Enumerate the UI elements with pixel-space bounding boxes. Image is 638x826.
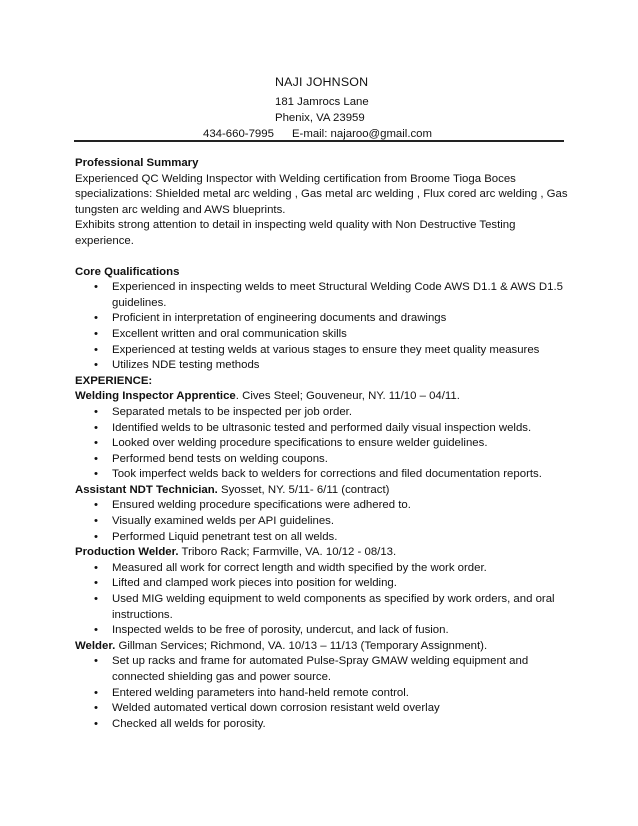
summary-heading: Professional Summary: [75, 157, 199, 169]
bullet-icon: •: [94, 624, 98, 637]
list-item: • Measured all work for correct length and width specified by the work order.: [75, 561, 569, 577]
list-item: • Identified welds to be ultrasonic tested and performed daily visual inspection welds.: [75, 421, 569, 437]
bullet-icon: •: [94, 405, 98, 418]
job-details: . Cives Steel; Gouveneur, NY. 11/10 – 04/11.: [235, 390, 460, 403]
bullet-icon: •: [94, 359, 98, 372]
bullet-icon: •: [94, 312, 98, 325]
bullet-icon: •: [94, 530, 98, 543]
list-item: • Welded automated vertical down corrosion resistant weld overlay: [75, 701, 569, 717]
job-title: Assistant NDT Technician.: [75, 483, 218, 496]
bullet-icon: •: [94, 702, 98, 715]
bullet-icon: •: [94, 281, 98, 294]
job-duties-list: [75, 654, 569, 732]
bullet-icon: •: [94, 343, 98, 356]
list-item: • Performed bend tests on welding coupons.: [75, 452, 569, 468]
job-duties-list: [75, 498, 569, 545]
bullet-icon: •: [94, 437, 98, 450]
job-details: Syosset, NY. 5/11- 6/11 (contract): [217, 483, 390, 496]
job-heading: [75, 389, 569, 405]
qualifications-list: [75, 280, 569, 374]
bullet-icon: •: [94, 421, 98, 434]
qualifications-heading: Core Qualifications: [75, 265, 180, 278]
list-item: • Checked all welds for porosity.: [75, 717, 569, 733]
bullet-icon: •: [94, 499, 98, 512]
applicant-name: NAJI JOHNSON: [275, 75, 369, 89]
street-address: 181 Jamrocs Lane: [275, 96, 369, 108]
list-item: • Excellent written and oral communication skills: [75, 327, 569, 343]
list-item: • Experienced in inspecting welds to meet Structural Welding Code AWS D1.1 & AWS D1.5 guidelines.: [75, 280, 569, 311]
list-item: • Took imperfect welds back to welders for corrections and filed documentation reports.: [75, 467, 569, 483]
list-item: • Proficient in interpretation of engineering documents and drawings: [75, 311, 569, 327]
bullet-icon: •: [94, 686, 98, 699]
list-item: • Entered welding parameters into hand-held remote control.: [75, 686, 569, 702]
job-heading: [75, 483, 569, 499]
job-title: Production Welder.: [75, 546, 179, 559]
phone-number: 434-660-7995: [203, 128, 274, 140]
bullet-icon: •: [94, 655, 98, 668]
email-address: E-mail: najaroo@gmail.com: [291, 128, 433, 140]
bullet-icon: •: [94, 452, 98, 465]
bullet-icon: •: [94, 593, 98, 606]
job-details: Gillman Services; Richmond, VA. 10/13 – 11/13 (Temporary Assignment).: [115, 639, 488, 652]
list-item: • Performed Liquid penetrant test on all welds.: [75, 530, 569, 546]
bullet-icon: •: [94, 577, 98, 590]
list-item: • Used MIG welding equipment to weld components as specified by work orders, and oral instructions.: [75, 592, 569, 623]
experience-heading: EXPERIENCE:: [75, 374, 153, 387]
summary-paragraph-2: Exhibits strong attention to detail in inspecting weld quality with Non Destructive Testing experience.: [75, 219, 516, 247]
summary-paragraph-1: Experienced QC Welding Inspector with Welding certification from Broome Tioga Boces specializations: Shielded metal arc welding , Gas metal arc welding , Flux cored arc welding , Gas tungsten arc welding and AWS blueprints.: [75, 172, 568, 216]
list-item: • Experienced at testing welds at various stages to ensure they meet quality measures: [75, 343, 569, 359]
list-item: • Inspected welds to be free of porosity, undercut, and lack of fusion.: [75, 623, 569, 639]
list-item: • Visually examined welds per API guidelines.: [75, 514, 569, 530]
job-title: Welder.: [75, 639, 116, 652]
bullet-icon: •: [94, 515, 98, 528]
bullet-icon: •: [94, 561, 98, 574]
list-item: • Lifted and clamped work pieces into position for welding.: [75, 576, 569, 592]
list-item: • Utilizes NDE testing methods: [75, 358, 569, 374]
job-heading: [75, 639, 569, 655]
city-state-zip: Phenix, VA 23959: [275, 112, 365, 124]
header-divider: [74, 140, 564, 142]
job-title: Welding Inspector Apprentice: [75, 390, 236, 403]
list-item: • Looked over welding procedure specifications to ensure welder guidelines.: [75, 436, 569, 452]
bullet-icon: •: [94, 468, 98, 481]
bullet-icon: •: [94, 327, 98, 340]
job-duties-list: [75, 405, 569, 483]
job-duties-list: [75, 561, 569, 639]
bullet-icon: •: [94, 717, 98, 730]
resume-body: [75, 156, 569, 732]
list-item: • Separated metals to be inspected per job order.: [75, 405, 569, 421]
job-details: Triboro Rack; Farmville, VA. 10/12 - 08/13.: [178, 546, 397, 559]
job-heading: [75, 545, 569, 561]
list-item: • Set up racks and frame for automated Pulse-Spray GMAW welding equipment and connected shielding gas and power source.: [75, 654, 569, 685]
list-item: • Ensured welding procedure specifications were adhered to.: [75, 498, 569, 514]
